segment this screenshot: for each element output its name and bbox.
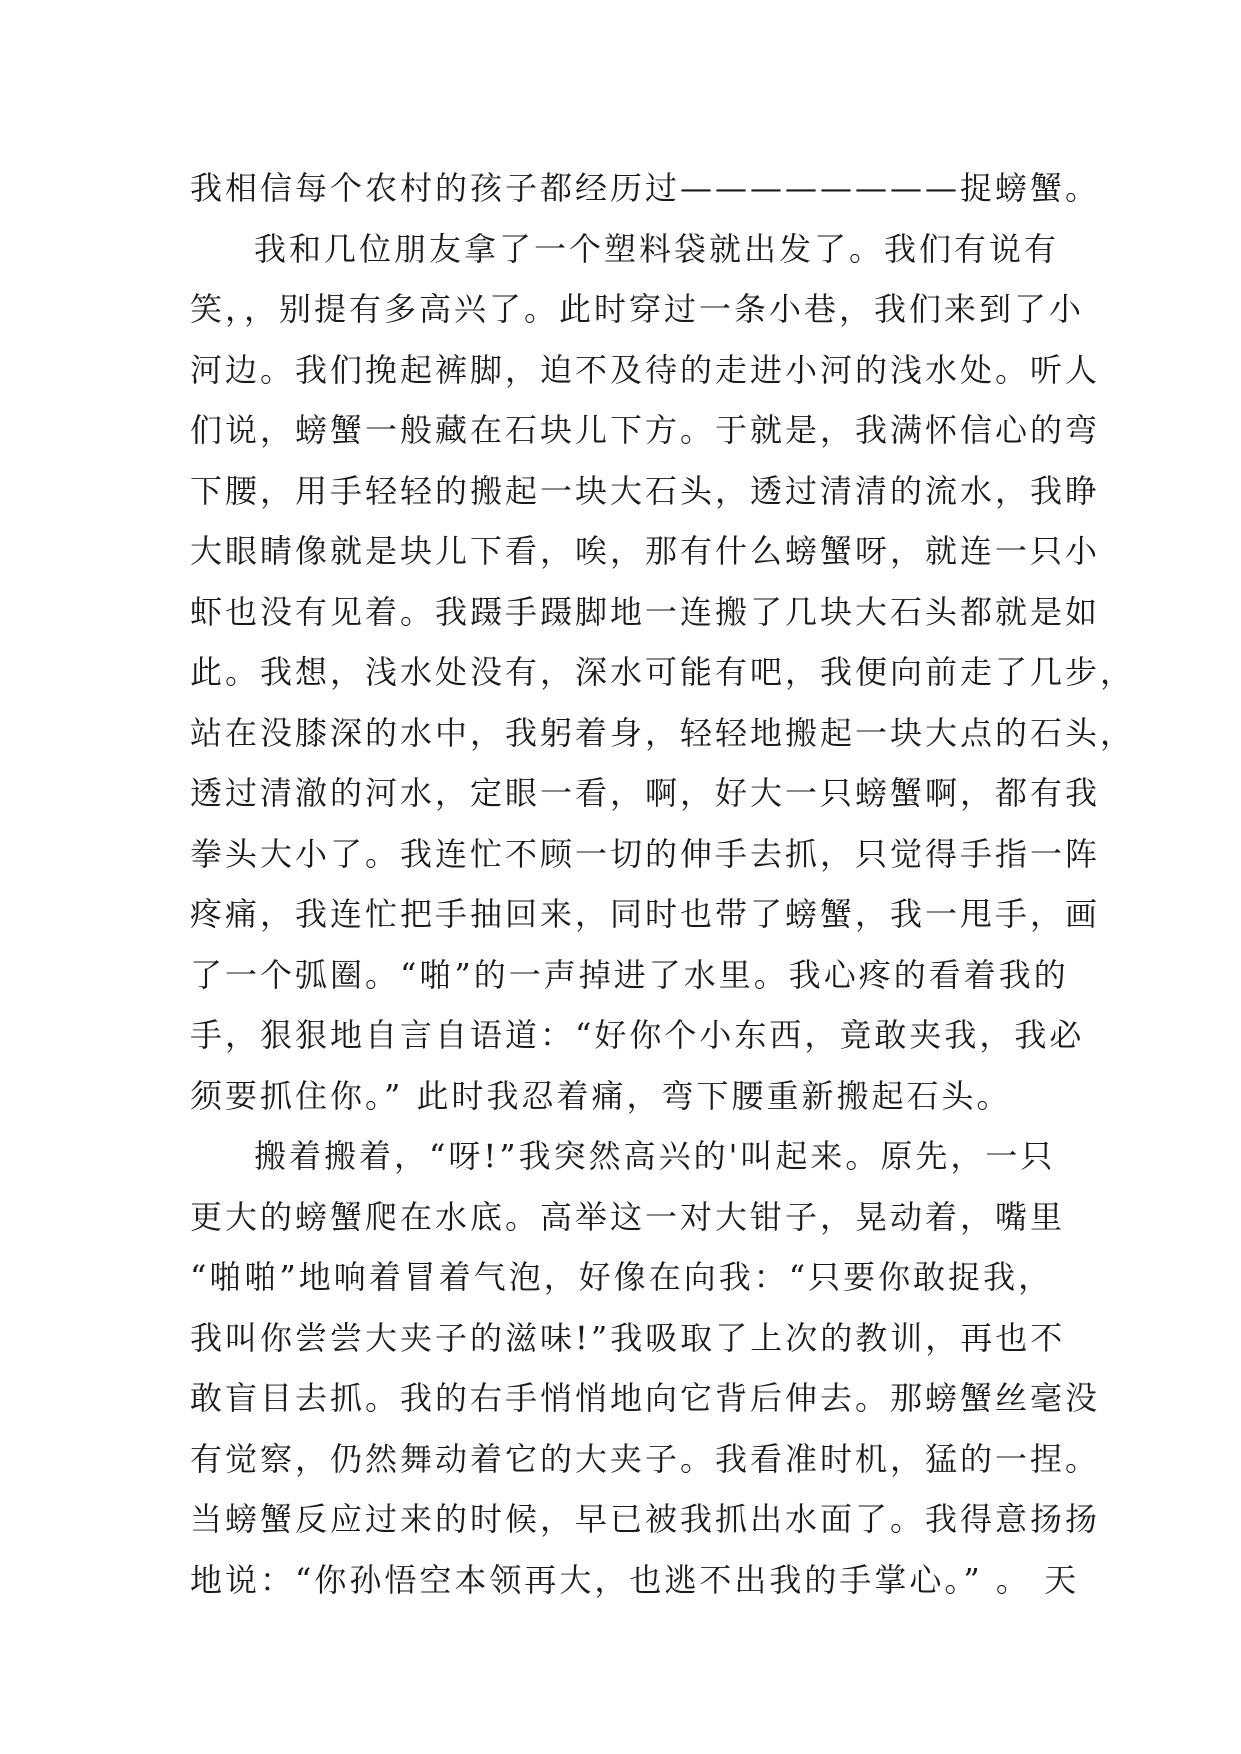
text-line: 我叫你尝尝大夹子的滋味!”我吸取了上次的教训，再也不 (190, 1318, 1066, 1357)
text-line: 此。我想，浅水处没有，深水可能有吧，我便向前走了几步， (190, 653, 1136, 691)
text-line: 下腰，用手轻轻的搬起一块大石头，透过清清的流水，我睁 (190, 471, 1101, 510)
text-line: 疼痛，我连忙把手抽回来，同时也带了螃蟹，我一甩手，画 (190, 895, 1101, 933)
text-line: 拳头大小了。我连忙不顾一切的伸手去抓，只觉得手指一阵 (190, 834, 1101, 873)
text-line: 有觉察，仍然舞动着它的大夹子。我看准时机，猛的一捏。 (190, 1439, 1101, 1478)
text-line: 笑，，别提有多高兴了。此时穿过一条小巷，我们来到了小 (190, 290, 1085, 328)
text-line: 手，狠狠地自言自语道：“好你个小东西，竟敢夹我，我必 (190, 1016, 1085, 1054)
text-line: 搬着搬着，“呀!”我突然高兴的'叫起来。原先，一只 (254, 1137, 1056, 1175)
text-line: 站在没膝深的水中，我躬着身，轻轻地搬起一块大点的石头， (190, 713, 1136, 752)
body-text (190, 158, 1136, 1610)
text-line: 了一个弧圈。“啪”的一声掉进了水里。我心疼的看着我的 (190, 955, 1069, 994)
text-line: 更大的螃蟹爬在水底。高举这一对大钳子，晃动着，嘴里 (190, 1197, 1066, 1236)
text-line: 当螃蟹反应过来的时候，早已被我抓出水面了。我得意扬扬 (190, 1500, 1101, 1538)
text-line: “啪啪”地响着冒着气泡，好像在向我：“只要你敢捉我， (190, 1258, 1054, 1296)
text-line: 须要抓住你。” 此时我忍着痛，弯下腰重新搬起石头。 (190, 1076, 1012, 1115)
text-line: 河边。我们挽起裤脚，迫不及待的走进小河的浅水处。听人 (190, 350, 1101, 389)
text-line: 地说：“你孙悟空本领再大，也逃不出我的手掌心。” 。 天 (190, 1560, 1080, 1599)
text-line: 透过清澈的河水，定眼一看，啊，好大一只螃蟹啊，都有我 (190, 774, 1101, 812)
text-line: 们说，螃蟹一般藏在石块儿下方。于就是，我满怀信心的弯 (190, 411, 1101, 449)
text-line: 虾也没有见着。我蹑手蹑脚地一连搬了几块大石头都就是如 (190, 592, 1101, 631)
text-line: 我和几位朋友拿了一个塑料袋就出发了。我们有说有 (254, 229, 1060, 268)
text-line: 我相信每个农村的孩子都经历过————————捉螃蟹。 (190, 169, 1101, 207)
text-line: 敢盲目去抓。我的右手悄悄地向它背后伸去。那螃蟹丝毫没 (190, 1379, 1101, 1417)
text-line: 大眼睛像就是块儿下看，唉，那有什么螃蟹呀，就连一只小 (190, 532, 1101, 570)
